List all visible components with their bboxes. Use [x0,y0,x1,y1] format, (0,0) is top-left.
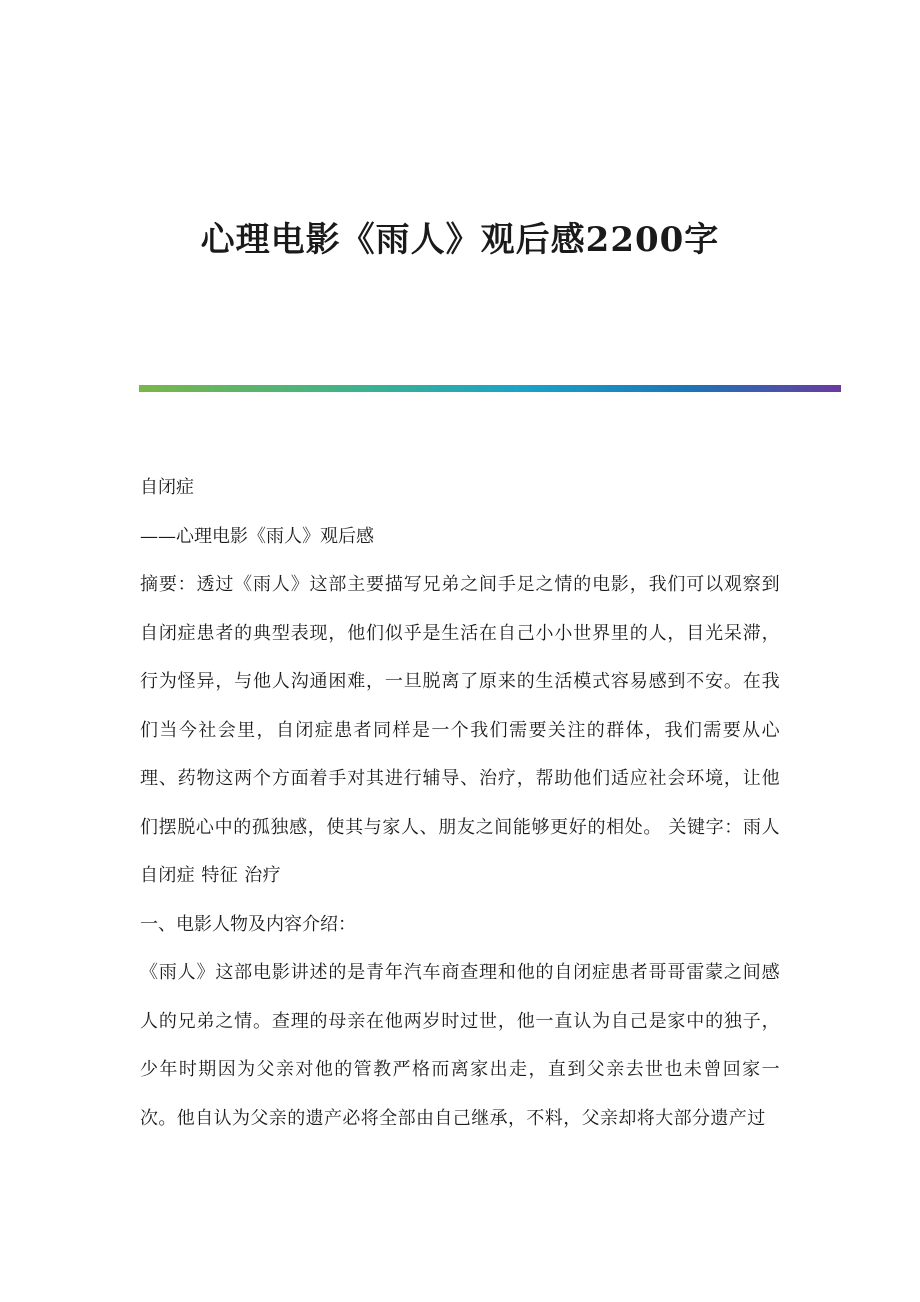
document-title: 心理电影《雨人》观后感2200字 [200,220,720,260]
subheading: ——心理电影《雨人》观后感 [140,525,374,547]
abstract-paragraph: 摘要：透过《雨人》这部主要描写兄弟之间手足之情的电影，我们可以观察到自闭症患者的典型表现，他们似乎是生活在自己小小世界里的人，目光呆滞，行为怪异，与他人沟通困难，一旦脱离了原来的生活模式容易感到不安。在我们当今社会里，自闭症患者同样是一个我们需要关注的群体，我们需要从心理、药物这两个方面着手对其进行辅导、治疗，帮助他们适应社会环境，让他们摆脱心中的孤独感，使其与家人、朋友之间能够更好的相处。 关键字：雨人 自闭症 特征 治疗 [140,574,780,886]
document-body [140,464,780,1143]
heading: 自闭症 [140,477,194,498]
section-heading: 一、电影人物及内容介绍： [140,913,356,935]
title-divider [139,385,841,392]
section-paragraph: 《雨人》这部电影讲述的是青年汽车商查理和他的自闭症患者哥哥雷蒙之间感人的兄弟之情。查理的母亲在他两岁时过世，他一直认为自己是家中的独子，少年时期因为父亲对他的管教严格而离家出走，直到父亲去世也未曾回家一次。他自认为父亲的遗产必将全部由自己继承，不料，父亲却将大部分遗产过 [140,962,780,1129]
